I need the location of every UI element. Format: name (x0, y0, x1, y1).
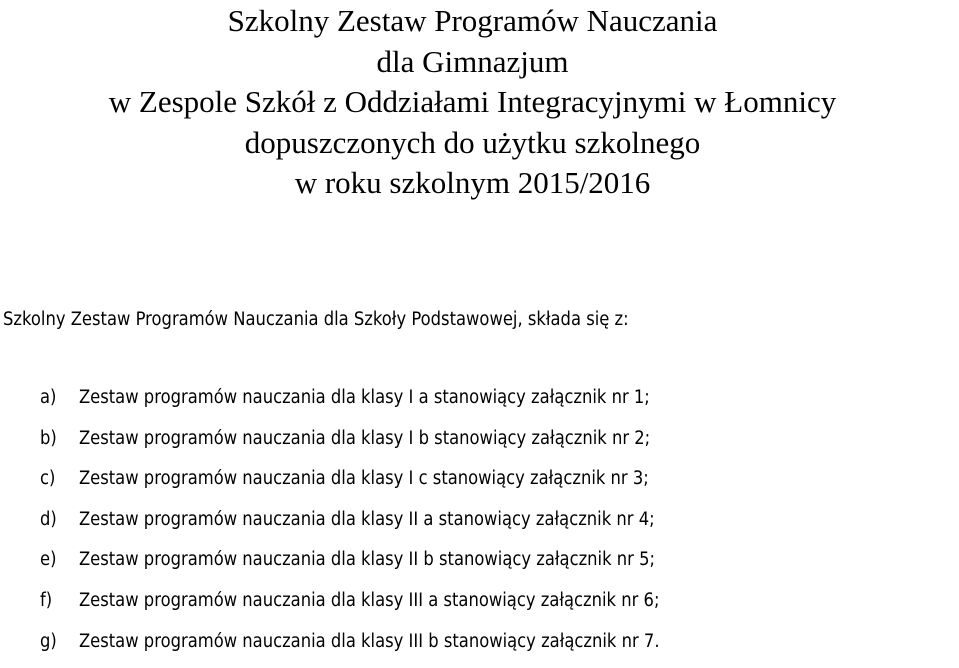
list-item (40, 425, 660, 466)
list-item-marker: g) (40, 630, 57, 652)
title-line-2: dla Gimnazjum (376, 43, 569, 79)
list-item-text: Zestaw programów nauczania dla klasy III a stanowiący załącznik nr 6; (78, 589, 660, 611)
list-item (40, 587, 660, 628)
list-item-marker: b) (40, 427, 57, 449)
list-item (40, 546, 660, 587)
title-line-3: w Zespole Szkół z Oddziałami Integracyjnymi w Łomnicy (108, 84, 837, 119)
list-item-text: Zestaw programów nauczania dla klasy III b stanowiący załącznik nr 7. (78, 630, 660, 652)
list-item-marker: e) (40, 549, 57, 571)
intro-paragraph: Szkolny Zestaw Programów Nauczania dla Szkoły Podstawowej, składa się z: (3, 309, 629, 330)
list-item-marker: d) (40, 508, 57, 530)
list-item-marker: c) (40, 468, 56, 490)
list-item-text: Zestaw programów nauczania dla klasy II b stanowiący załącznik nr 5; (78, 549, 656, 571)
attachment-list (40, 384, 740, 668)
title-line-4: dopuszczonych do użytku szkolnego (244, 124, 701, 160)
list-item-text: Zestaw programów nauczania dla klasy I c stanowiący załącznik nr 3; (78, 468, 649, 490)
title-line-1: Szkolny Zestaw Programów Nauczania (227, 3, 718, 38)
title-line-5: w roku szkolnym 2015/2016 (294, 165, 651, 200)
list-item (40, 506, 660, 547)
list-item-marker: a) (40, 387, 57, 408)
list-item-text: Zestaw programów nauczania dla klasy I a stanowiący załącznik nr 1; (78, 387, 650, 408)
list-item (40, 384, 660, 425)
list-item-marker: f) (40, 589, 53, 611)
list-item-text: Zestaw programów nauczania dla klasy I b stanowiący załącznik nr 2; (78, 427, 651, 449)
list-item-text: Zestaw programów nauczania dla klasy II a stanowiący załącznik nr 4; (78, 508, 655, 530)
document-title (0, 0, 959, 204)
list-item (40, 465, 660, 506)
